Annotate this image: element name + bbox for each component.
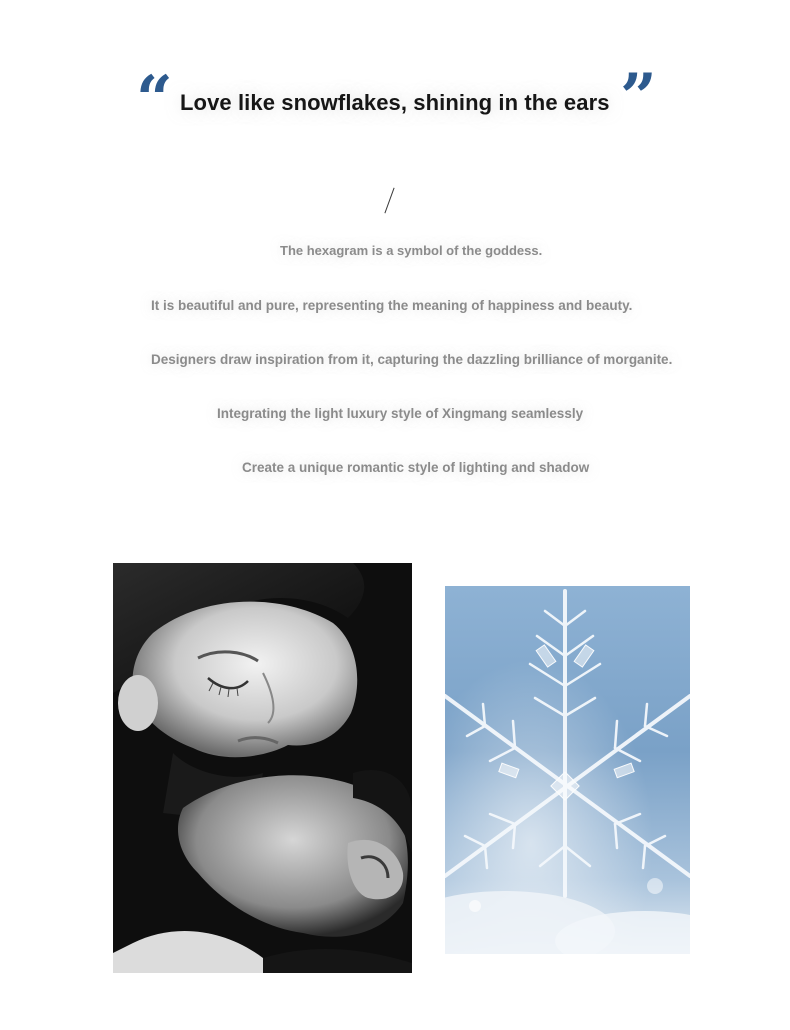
- description-line: Designers draw inspiration from it, capturing the dazzling brilliance of morganite.: [151, 352, 673, 367]
- open-quote-icon: “: [136, 62, 173, 137]
- close-quote-icon: ”: [620, 60, 657, 135]
- description-line: It is beautiful and pure, representing the meaning of happiness and beauty.: [151, 298, 633, 313]
- description-line: Integrating the light luxury style of Xingmang seamlessly: [217, 406, 584, 421]
- couple-photo: [113, 563, 412, 973]
- snowflake-photo: [445, 586, 690, 954]
- description-line: The hexagram is a symbol of the goddess.: [280, 243, 543, 258]
- divider-slash: [384, 188, 394, 214]
- description-line: Create a unique romantic style of lighting and shadow: [242, 460, 590, 475]
- page-title: Love like snowflakes, shining in the ears: [180, 90, 610, 115]
